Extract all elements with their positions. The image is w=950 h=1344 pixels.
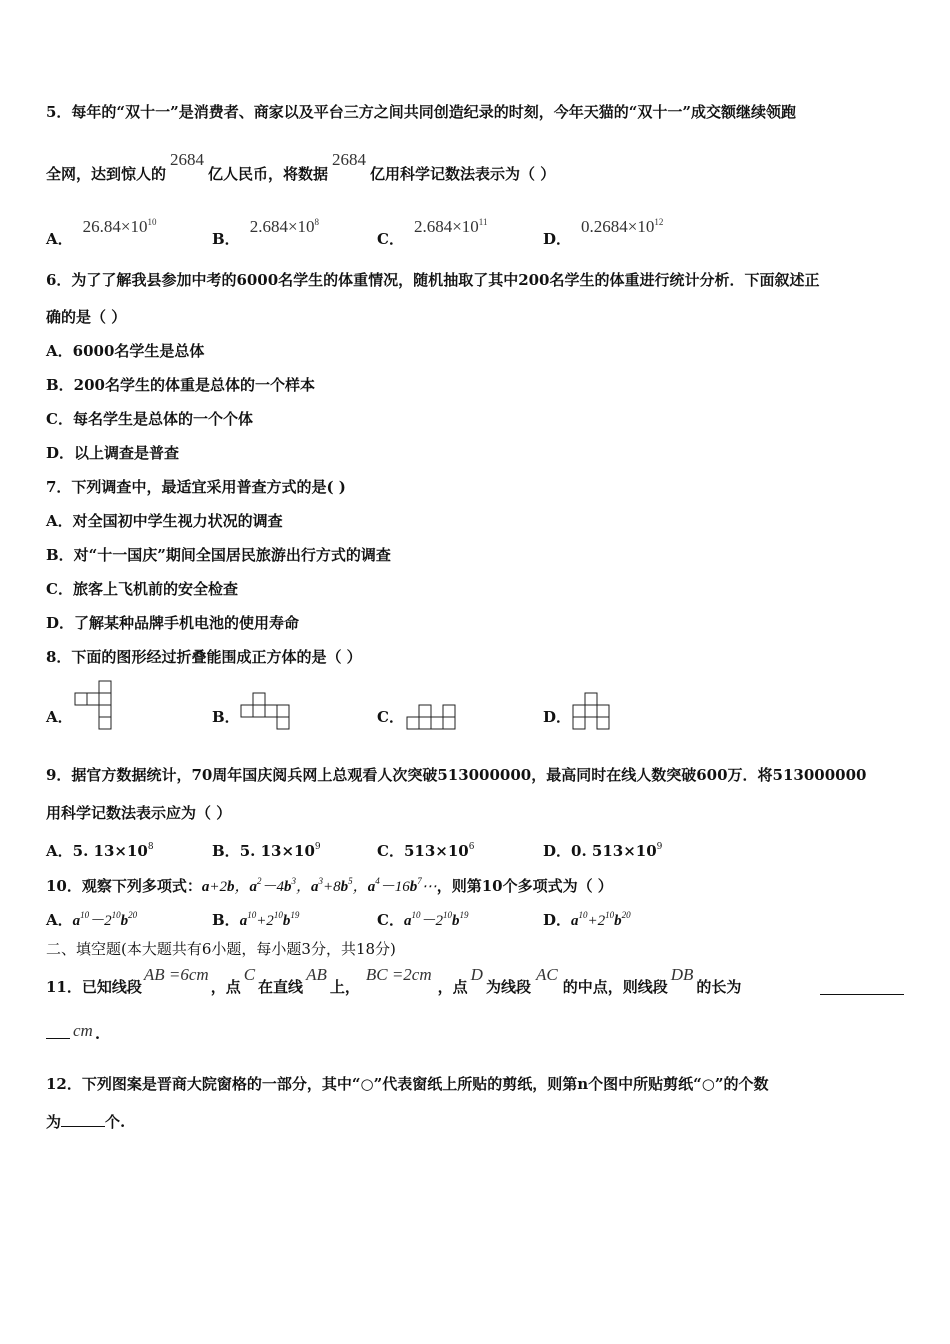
option-label: B． [212, 911, 240, 929]
option-label: C． [377, 911, 404, 929]
option-label: D． [543, 911, 572, 929]
q5-text-1: 全网，达到惊人的 [46, 165, 167, 183]
q5-number-b: 2684 [332, 150, 367, 169]
q11-text: ，点 [437, 978, 468, 996]
value-base: 0.2684×10 [581, 217, 655, 236]
option-value [581, 217, 663, 236]
q6-option-c[interactable]: C．每名学生是总体的一个个体 [46, 410, 253, 428]
option-label: B． [212, 842, 240, 860]
q5-text-2: 亿人民币，将数据 [208, 165, 329, 183]
option-expression: $a^{10}-2^{10}b^{20}$ [72, 910, 138, 929]
option-expression: $a^{10}-2^{10}b^{19}$ [403, 910, 469, 929]
q6-option-d[interactable]: D．以上调查是普查 [46, 444, 180, 462]
value-exponent: 11 [478, 217, 488, 227]
q8-option-a-label[interactable]: A． [46, 708, 73, 726]
q11-unit: cm [73, 1021, 93, 1040]
value-exponent: 8 [314, 217, 320, 227]
q7-option-c[interactable]: C．旅客上飞机前的安全检查 [46, 580, 238, 598]
q12-line1: 12．下列图案是晋商大院窗格的一部分，其中“○”代表窗纸上所贴的剪纸，则第n个图中所贴剪纸“○”的个数 [46, 1075, 769, 1093]
q11-math-ac: AC [535, 965, 558, 984]
option-label: B． [212, 230, 240, 248]
q5-line2 [46, 150, 556, 184]
q9-option-c[interactable] [377, 837, 474, 861]
value-base: 26.84×10 [82, 217, 148, 236]
q6-line1: 6．为了了解我县参加中考的6000名学生的体重情况，随机抽取了其中200名学生的体重进行统计分析．下面叙述正 [46, 271, 820, 289]
q6-option-b[interactable]: B．200名学生的体重是总体的一个样本 [46, 376, 315, 394]
q7-option-b[interactable]: B．对“十一国庆”期间全国居民旅游出行方式的调查 [46, 546, 391, 564]
q12-text-post: 个. [105, 1113, 126, 1131]
q5-line1: 5．每年的“双十一”是消费者、商家以及平台三方之间共同创造纪录的时刻，今年天猫的“双十一”成交额继续领跑 [46, 103, 796, 121]
q8-option-c-label[interactable]: C． [377, 708, 404, 726]
q11-text: 的长为 [696, 978, 742, 996]
option-value [414, 217, 488, 236]
q5-option-d[interactable] [543, 217, 664, 249]
value-exponent: 9 [314, 842, 321, 852]
q7-option-a[interactable]: A．对全国初中学生视力状况的调查 [46, 512, 283, 530]
q11-math-ab: AB =6cm [143, 965, 209, 984]
q12-line2 [46, 1112, 125, 1132]
q8-net-b-figure[interactable] [240, 692, 294, 732]
option-label: C． [377, 842, 404, 860]
value-base: 5. 13×10 [72, 842, 148, 860]
value-base: 2.684×10 [249, 217, 315, 236]
option-label: A． [46, 842, 73, 860]
q7-option-d[interactable]: D．了解某种品牌手机电池的使用寿命 [46, 614, 300, 632]
q9-option-b[interactable] [212, 837, 321, 861]
q9-option-d[interactable] [543, 837, 662, 861]
q10-option-a[interactable] [46, 905, 137, 931]
q10-option-b[interactable] [212, 905, 299, 931]
q5-number-a: 2684 [170, 150, 205, 169]
q9-line2: 用科学记数法表示应为（ ） [46, 804, 232, 822]
q10-option-c[interactable] [377, 905, 468, 931]
q8-option-d-label[interactable]: D． [543, 708, 572, 726]
q8-line1: 8．下面的图形经过折叠能围成正方体的是（ ） [46, 648, 362, 666]
q12-answer-blank[interactable] [61, 1112, 105, 1127]
q11-text: 在直线 [258, 978, 304, 996]
q10-text-post: ，则第10个多项式为（ ） [436, 877, 613, 895]
q10-text-pre: 10．观察下列多项式： [46, 877, 202, 895]
option-label: A． [46, 911, 73, 929]
q7-line1: 7．下列调查中，最适宜采用普查方式的是( ) [46, 478, 346, 496]
q11-answer-blank-line1[interactable] [820, 994, 904, 995]
q11-math-d: D [470, 965, 483, 984]
option-label: A． [46, 230, 73, 248]
q8-option-b-label[interactable]: B． [212, 708, 240, 726]
q5-text-3: 亿用科学记数法表示为（ ） [370, 165, 556, 183]
value-base: 5. 13×10 [239, 842, 315, 860]
q11-text: ，点 [210, 978, 241, 996]
q11-answer-blank-line2[interactable] [46, 1024, 70, 1039]
q12-text-pre: 为 [46, 1113, 62, 1131]
q6-option-a[interactable]: A．6000名学生是总体 [46, 342, 205, 360]
option-expression: $a^{10}+2^{10}b^{19}$ [239, 910, 300, 929]
value-exponent: 12 [654, 217, 664, 227]
option-label: D． [543, 230, 572, 248]
option-label: C． [377, 230, 404, 248]
q11-text: 11．已知线段 [46, 978, 142, 996]
q11-line2 [46, 1021, 101, 1044]
q11-math-db: DB [670, 965, 694, 984]
q8-net-a-figure[interactable] [74, 680, 114, 732]
value-exponent: 10 [147, 217, 157, 227]
value-base: 0. 513×10 [571, 842, 657, 860]
q11-line1 [46, 965, 742, 997]
value-exponent: 8 [147, 842, 154, 852]
q11-math-c: C [243, 965, 256, 984]
q5-option-c[interactable] [377, 217, 488, 249]
value-exponent: 9 [656, 842, 663, 852]
q8-net-c-figure[interactable] [406, 704, 460, 732]
option-expression: $a^{10}+2^{10}b^{20}$ [571, 910, 631, 929]
q11-period: . [94, 1025, 101, 1043]
q5-option-a[interactable] [46, 217, 157, 249]
q11-math-line-ab: AB [306, 965, 327, 984]
value-base: 2.684×10 [413, 217, 479, 236]
option-label: D． [543, 842, 572, 860]
q5-option-b[interactable] [212, 217, 320, 249]
option-value [83, 217, 157, 236]
q9-option-a[interactable] [46, 837, 154, 861]
q11-math-bc: BC =2cm [365, 965, 432, 984]
section-heading-fill-in: 二、填空题(本大题共有6小题，每小题3分，共18分) [46, 940, 396, 958]
q8-net-d-figure[interactable] [572, 692, 614, 732]
q11-text: 上， [329, 978, 360, 996]
value-exponent: 6 [468, 842, 475, 852]
q6-line2: 确的是（ ） [46, 308, 127, 326]
q10-polynomial-sequence: a+2b，$a^2-4b^3$，$a^3+8b^5$，$a^4-16b^7\cdots$ [201, 876, 437, 895]
value-base: 513×10 [403, 842, 469, 860]
q11-text: 的中点，则线段 [562, 978, 668, 996]
q10-option-d[interactable] [543, 905, 631, 931]
option-value [250, 217, 319, 236]
q9-line1: 9．据官方数据统计，70周年国庆阅兵网上总观看人次突破513000000，最高同时在线人数突破600万．将513000000 [46, 766, 867, 784]
q10-line1 [46, 871, 613, 897]
q11-text: 为线段 [485, 978, 531, 996]
